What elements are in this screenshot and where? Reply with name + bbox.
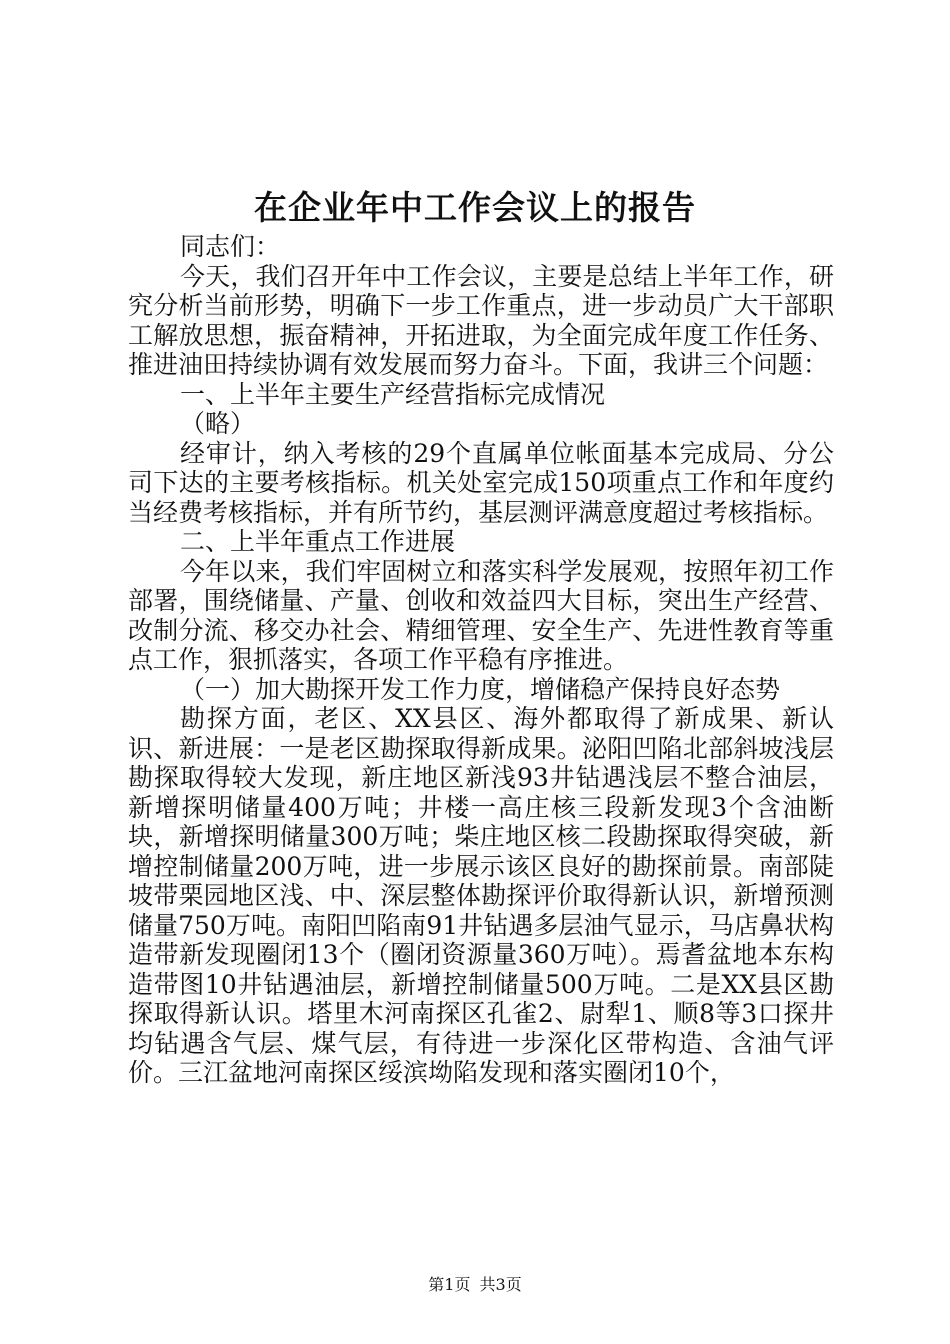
page-footer	[0, 1275, 950, 1295]
document-body	[128, 232, 834, 1088]
section-heading-1: 一、上半年主要生产经营指标完成情况	[180, 379, 606, 409]
omitted-note: （略）	[180, 409, 256, 438]
audit-paragraph: 经审计，纳入考核的29个直属单位帐面基本完成局、分公司下达的主要考核指标。机关处室完成150项重点工作和年度约当经费考核指标，并有所节约，基层测评满意度超过考核指标。	[128, 438, 834, 527]
exploration-paragraph: 勘探方面，老区、XX县区、海外都取得了新成果、新认识、新进展：一是老区勘探取得新成果。泌阳凹陷北部斜坡浅层勘探取得较大发现，新庄地区新浅93井钻遇浅层不整合油层，新增探明储量400万吨；井楼一高庄核三段新发现3个含油断块，新增探明储量300万吨；柴庄地区核二段勘探取得突破，新增控制储量200万吨，进一步展示该区良好的勘探前景。南部陡坡带栗园地区浅、中、深层整体勘探评价取得新认识，新增预测储量750万吨。南阳凹陷南91井钻遇多层油气显示，马店鼻状构造带新发现圈闭13个（圈闭资源量360万吨）。焉耆盆地本东构造带图10井钻遇油层，新增控制储量500万吨。二是XX县区勘探取得新认识。塔里木河南探区孔雀2、尉犁1、顺8等3口探井均钻遇含气层、煤气层，有待进一步深化区带构造、含油气评价。三江盆地河南探区绥滨坳陷发现和落实圈闭10个，	[128, 704, 834, 1087]
progress-paragraph: 今年以来，我们牢固树立和落实科学发展观，按照年初工作部署，围绕储量、产量、创收和效益四大目标，突出生产经营、改制分流、移交办社会、精细管理、安全生产、先进性教育等重点工作，狠抓落实，各项工作平稳有序推进。	[128, 556, 834, 674]
subsection-heading-1: （一）加大勘探开发工作力度，增储稳产保持良好态势	[180, 674, 781, 704]
page-number: 第1页	[428, 1275, 471, 1294]
intro-paragraph: 今天，我们召开年中工作会议，主要是总结上半年工作，研究分析当前形势，明确下一步工作重点，进一步动员广大干部职工解放思想，振奋精神，开拓进取，为全面完成年度工作任务、推进油田持续协调有效发展而努力奋斗。下面，我讲三个问题：	[128, 261, 834, 379]
page-total: 共3页	[479, 1275, 522, 1294]
document-title: 在企业年中工作会议上的报告	[254, 188, 696, 227]
salutation-paragraph: 同志们：	[180, 232, 281, 261]
section-heading-2: 二、上半年重点工作进展	[180, 527, 456, 556]
